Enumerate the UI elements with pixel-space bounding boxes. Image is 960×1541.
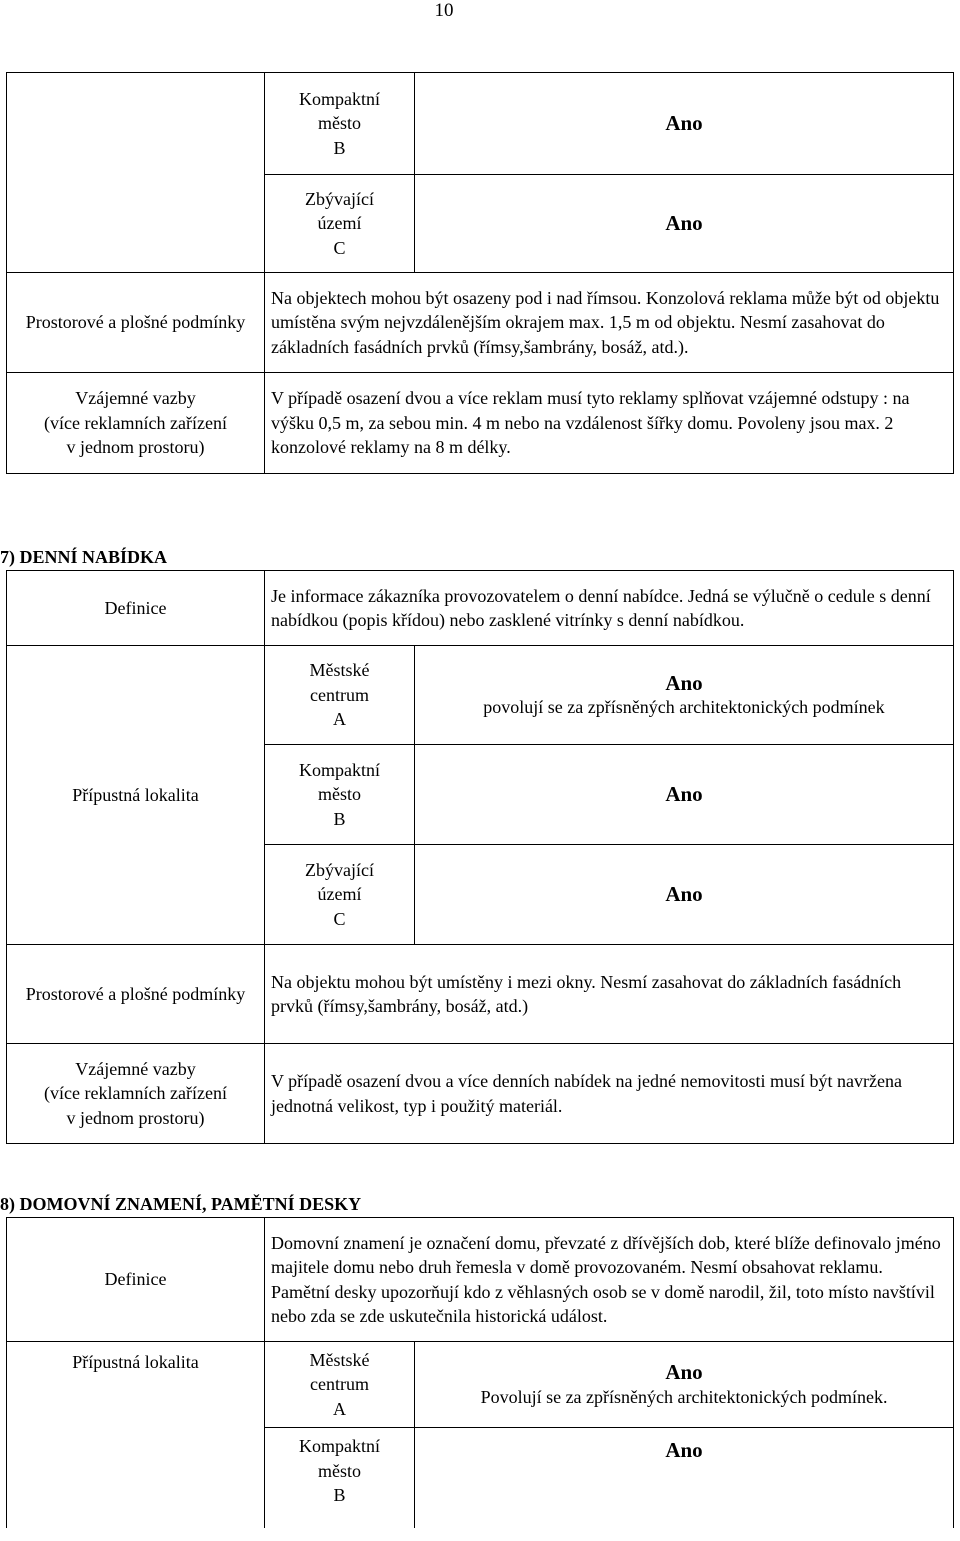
definice-label: Definice — [7, 1218, 265, 1342]
definice-text — [265, 1218, 954, 1342]
definice-label: Definice — [7, 571, 265, 646]
location-b-label: Kompaktní město B — [265, 1428, 415, 1528]
location-b-label: Kompaktní město B — [265, 73, 415, 175]
location-c-answer: Ano — [415, 175, 954, 273]
pripustna-lokalita-cell — [7, 73, 265, 273]
vzajemne-label: Vzájemné vazby (více reklamních zařízení v jednom prostoru) — [7, 1044, 265, 1144]
location-a-answer: Ano Povolují se za zpřísněných architektonických podmínek. — [415, 1342, 954, 1428]
section-7-heading: 7) DENNÍ NABÍDKA — [0, 547, 168, 567]
location-a-label: Městské centrum A — [265, 1342, 415, 1428]
definice-text: Je informace zákazníka provozovatelem o denní nabídce. Jedná se výlučně o cedule s denní nabídkou (popis křídou) nebo zasklené vitrínky s denní nabídkou. — [265, 571, 954, 646]
location-b-answer: Ano — [415, 1428, 954, 1528]
table-section-7 — [6, 570, 954, 1144]
pripustna-label: Přípustná lokalita — [7, 646, 265, 945]
prostorove-label: Prostorové a plošné podmínky — [7, 273, 265, 373]
location-c-label: Zbývající území C — [265, 175, 415, 273]
definice-text-1: Domovní znamení je označení domu, převzaté z dřívějších dob, které blíže definovalo jméno majitele domu nebo druh řemesla v domě provozovaném. Nesmí obsahovat reklamu. — [271, 1232, 941, 1277]
location-a-label: Městské centrum A — [265, 646, 415, 745]
prostorove-label: Prostorové a plošné podmínky — [7, 945, 265, 1044]
location-c-label: Zbývající území C — [265, 845, 415, 945]
prostorove-text: Na objektu mohou být umístěny i mezi okny. Nesmí zasahovat do základních fasádních prvků (římsy,šambrány, bosáž, atd.) — [265, 945, 954, 1044]
section-8-heading: 8) DOMOVNÍ ZNAMENÍ, PAMĚTNÍ DESKY — [0, 1194, 362, 1214]
page-number: 10 — [434, 0, 454, 21]
table-section-6 — [6, 72, 954, 474]
location-a-answer: Ano povolují se za zpřísněných architektonických podmínek — [415, 646, 954, 745]
prostorove-text: Na objektech mohou být osazeny pod i nad římsou. Konzolová reklama může být od objektu umístěna svým nejvzdálenějším okrajem max. 1,5 m od objektu. Nesmí zasahovat do základních fasádních prvků (římsy,šambrány, bosáž, atd.). — [265, 273, 954, 373]
definice-text-2: Pamětní desky upozorňují kdo z věhlasných osob se v domě narodil, žil, toto místo navštívil nebo zda se zde uskutečnila historická událost. — [271, 1281, 935, 1326]
vzajemne-label: Vzájemné vazby (více reklamních zařízení v jednom prostoru) — [7, 373, 265, 474]
location-c-answer: Ano — [415, 845, 954, 945]
vzajemne-text: V případě osazení dvou a více denních nabídek na jedné nemovitosti musí být navržena jednotná velikost, typ i použitý materiál. — [265, 1044, 954, 1144]
location-b-answer: Ano — [415, 745, 954, 845]
table-section-8 — [6, 1217, 954, 1528]
vzajemne-text: V případě osazení dvou a více reklam musí tyto reklamy splňovat vzájemné odstupy : na výšku 0,5 m, za sebou min. 4 m nebo na vzdálenost šířky domu. Povoleny jsou max. 2 konzolové reklamy na 8 m délky. — [265, 373, 954, 474]
pripustna-label: Přípustná lokalita — [7, 1342, 265, 1528]
location-b-label: Kompaktní město B — [265, 745, 415, 845]
location-b-answer: Ano — [415, 73, 954, 175]
